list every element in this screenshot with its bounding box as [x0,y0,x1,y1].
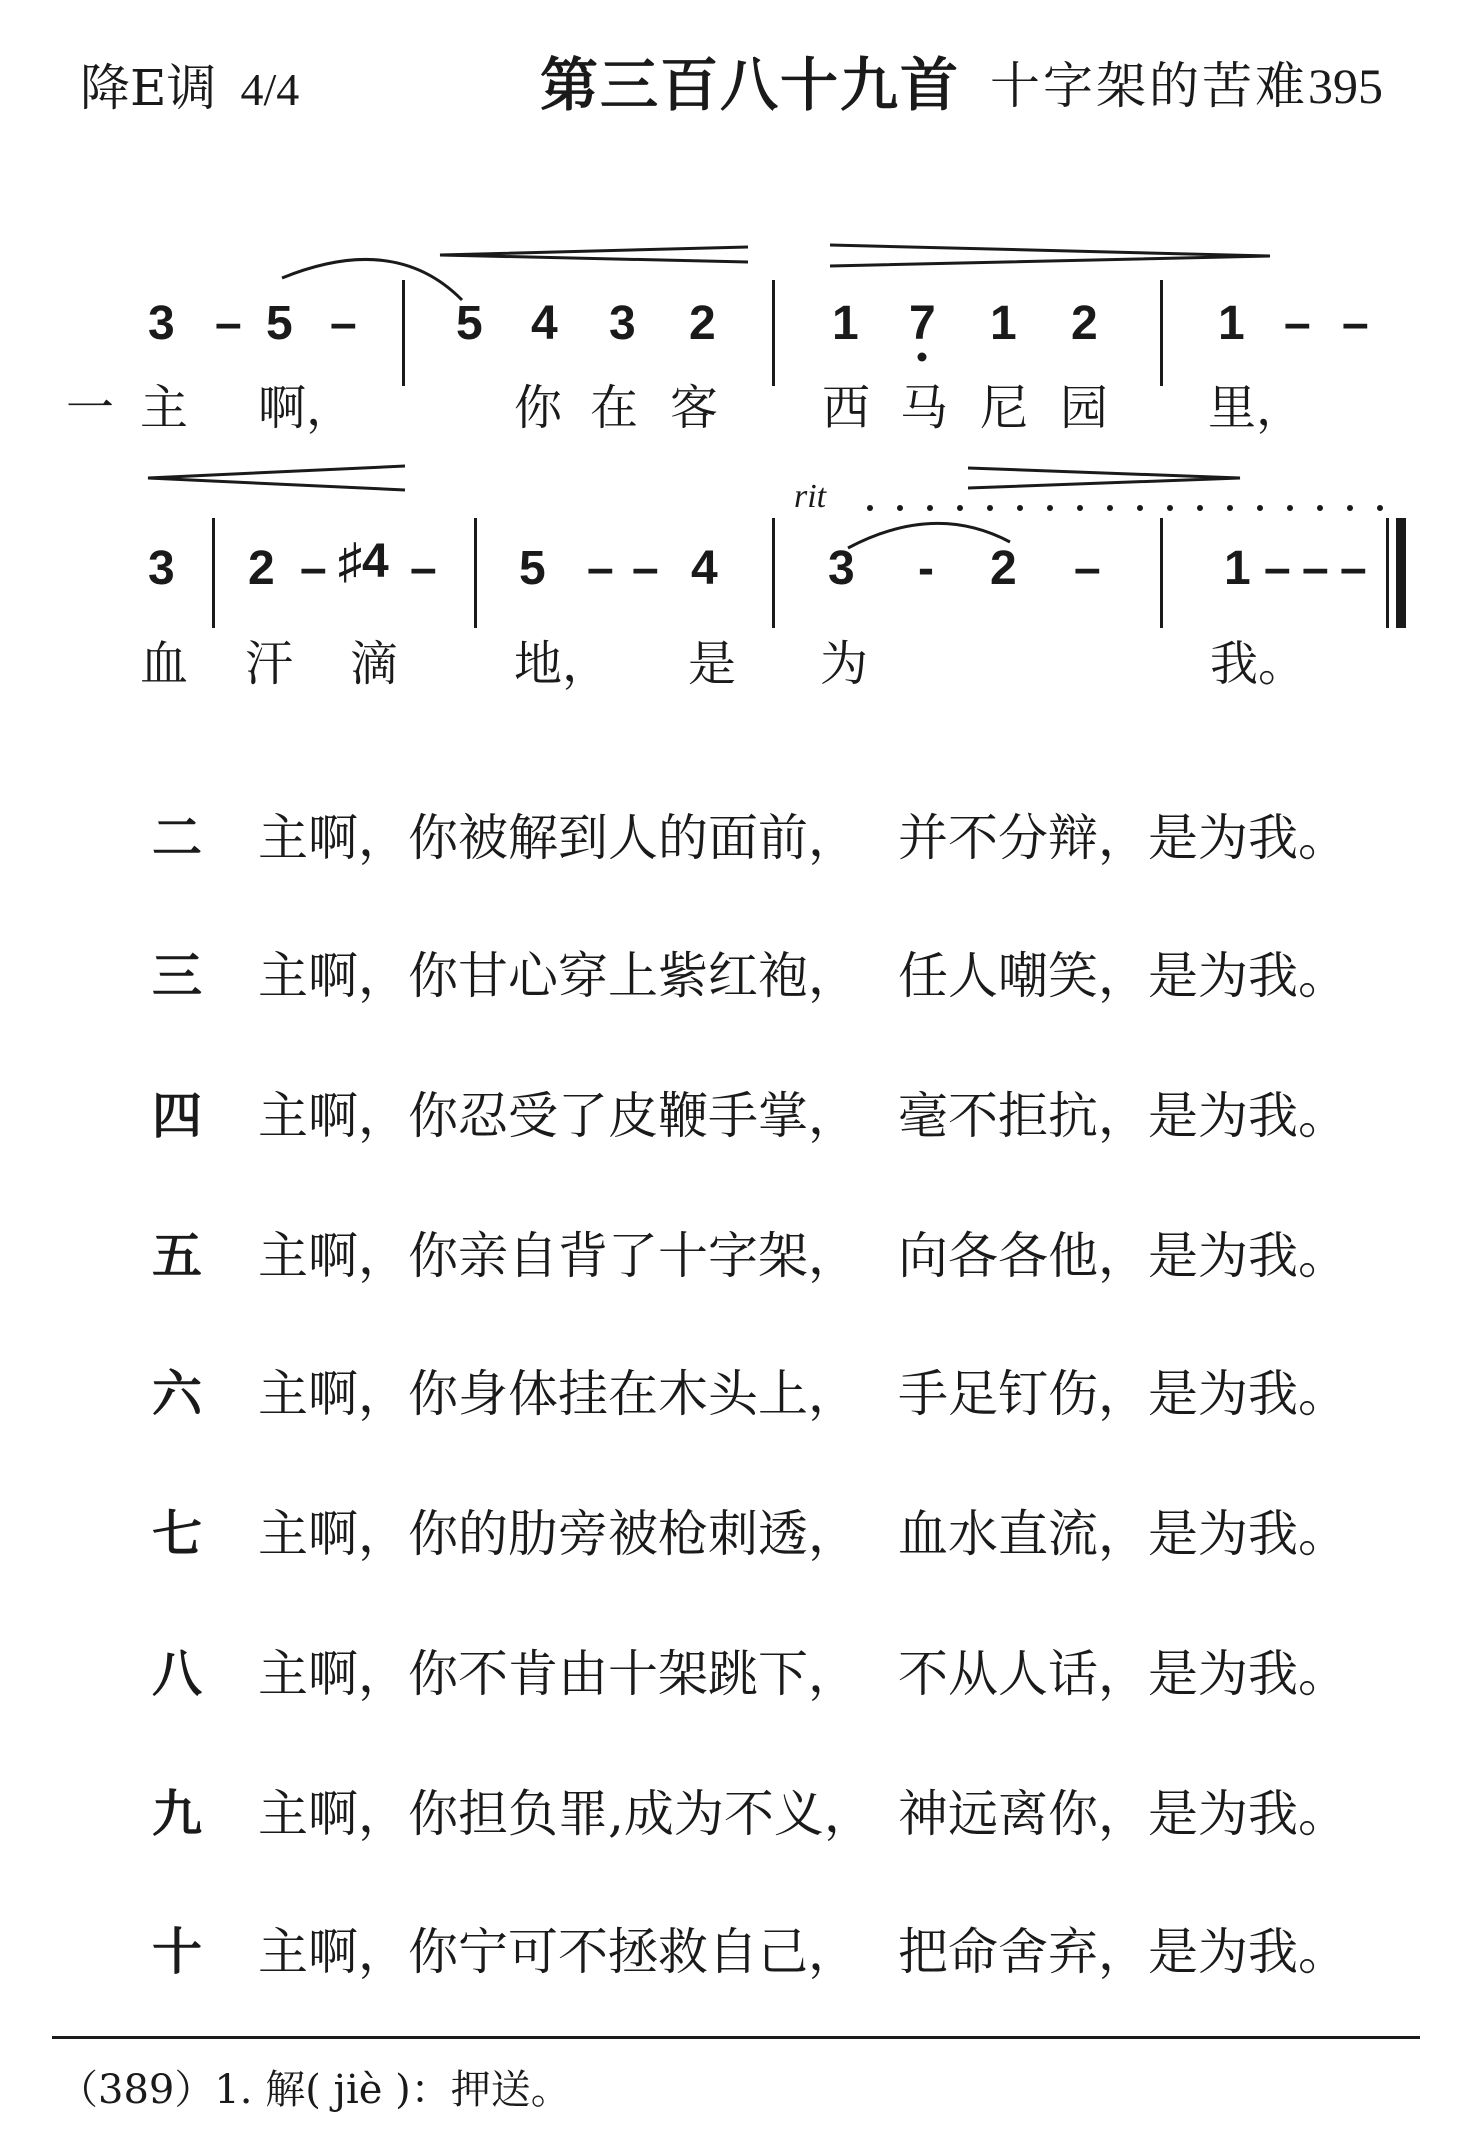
verse-number: 十 [152,1922,202,1981]
note-dash: – [330,297,357,350]
final-barline-thin [1386,518,1389,628]
rit-dotted-line [867,505,1383,511]
subtitle-text: 十字架的苦难 [990,57,1308,115]
lower-octave-dot [918,353,927,362]
note: 2 [990,542,1017,595]
lyric: 尼 [980,380,1029,436]
tempo-mark-rit: rit [794,478,827,515]
note: 5 [456,297,483,350]
note-dash: - [918,542,934,595]
verse-line-1: 主啊，你被解到人的面前， [258,809,858,867]
verse-line-2: 并不分辩，是为我。 [898,809,1348,867]
verse-line-2: 把命舍弃，是为我。 [898,1923,1348,1981]
note-dash: – [1074,542,1101,595]
note-dash: – [1342,297,1369,350]
note: 1 [832,297,859,350]
lyric: 为 [820,636,869,692]
lyric: 你 [514,380,563,436]
lyric: 地， [514,636,611,692]
note-sharp: ♯4 [338,535,389,588]
note-dash: – [632,542,659,595]
lyric: 园 [1060,380,1109,436]
lyric: 西 [822,380,871,436]
verse-line-2: 毫不拒抗，是为我。 [898,1087,1348,1145]
slur-1 [282,259,462,300]
verse-line-2: 任人嘲笑，是为我。 [898,947,1348,1005]
verse-number: 七 [152,1504,202,1563]
verse-line-1: 主啊，你甘心穿上紫红袍， [258,947,858,1005]
lyric: 马 [900,380,949,436]
barline [1160,518,1163,628]
verse-line-1: 主啊，你担负罪,成为不义， [258,1785,874,1843]
crescendo-hairpin-1 [440,247,748,262]
note-dash: – [587,542,614,595]
verse-line-1: 主啊，你宁可不拯救自己， [258,1923,858,1981]
decrescendo-hairpin-2 [968,468,1240,488]
verse-number: 二 [152,808,202,867]
barline [772,280,775,386]
verse-number: 四 [152,1086,202,1145]
barline [212,518,215,628]
note: 3 [148,542,175,595]
note-dash: – [300,542,327,595]
note-dash: – [410,542,437,595]
footnote-rule [52,2036,1420,2039]
verse-number: 八 [152,1644,202,1703]
final-barline-thick [1396,518,1406,628]
hymn-title: 第三百八十九首 [540,51,961,119]
verse-line-1: 主啊，你的肋旁被枪刺透， [258,1505,858,1563]
lyric: 滴 [350,636,399,692]
lyric: 在 [590,380,639,436]
barline [402,280,405,386]
verse-line-1: 主啊，你亲自背了十字架， [258,1227,858,1285]
verse-line-2: 神远离你，是为我。 [898,1785,1348,1843]
note: 3 [148,297,175,350]
note: 2 [1071,297,1098,350]
verse-line-2: 不从人话，是为我。 [898,1645,1348,1703]
verse-line-1: 主啊，你忍受了皮鞭手掌， [258,1087,858,1145]
note: 3 [609,297,636,350]
decrescendo-hairpin-1 [830,245,1270,266]
verse-line-1: 主啊，你不肯由十架跳下， [258,1645,858,1703]
verse-line-1: 主啊，你身体挂在木头上， [258,1365,858,1423]
note-dash: – [1302,542,1329,595]
barline [1160,280,1163,386]
note: 1 [990,297,1017,350]
note: 5 [266,297,293,350]
note: 4 [531,297,558,350]
verse-number: 九 [152,1784,202,1843]
note: 4 [691,542,718,595]
verse-line-2: 血水直流，是为我。 [898,1505,1348,1563]
note: 5 [519,542,546,595]
verse-line-2: 向各各他，是为我。 [898,1227,1348,1285]
note: 2 [689,297,716,350]
barline [474,518,477,628]
lyric: 里， [1208,380,1305,436]
time-signature: 4/4 [240,64,300,115]
lyric: 是 [688,636,737,692]
note-dash: – [215,297,242,350]
note: 3 [828,542,855,595]
verse-number-lyric: 一 [66,380,115,436]
verse-number: 三 [152,946,202,1005]
key-label: 降E调 [80,59,217,117]
notation-graphics [0,0,1470,720]
lyric: 主 [140,380,189,436]
barline [772,518,775,628]
note: 1 [1224,542,1251,595]
note: 1 [1218,297,1245,350]
hymn-number: 395 [1308,58,1383,114]
note-dash: – [1340,542,1367,595]
lyric: 血 [140,636,189,692]
lyric: 客 [670,380,719,436]
note-dash: – [1284,297,1311,350]
lyric: 啊， [258,380,355,436]
crescendo-hairpin-2 [148,466,405,490]
lyric: 汗 [245,636,294,692]
note-dash: – [1264,542,1291,595]
verse-number: 五 [152,1226,202,1285]
note: 7 [909,297,936,350]
lyric: 我。 [1210,636,1307,692]
note: 2 [248,542,275,595]
footnote: （389）1. 解( jiè )：押送。 [58,2067,571,2113]
verse-line-2: 手足钉伤，是为我。 [898,1365,1348,1423]
verse-number: 六 [152,1364,202,1423]
